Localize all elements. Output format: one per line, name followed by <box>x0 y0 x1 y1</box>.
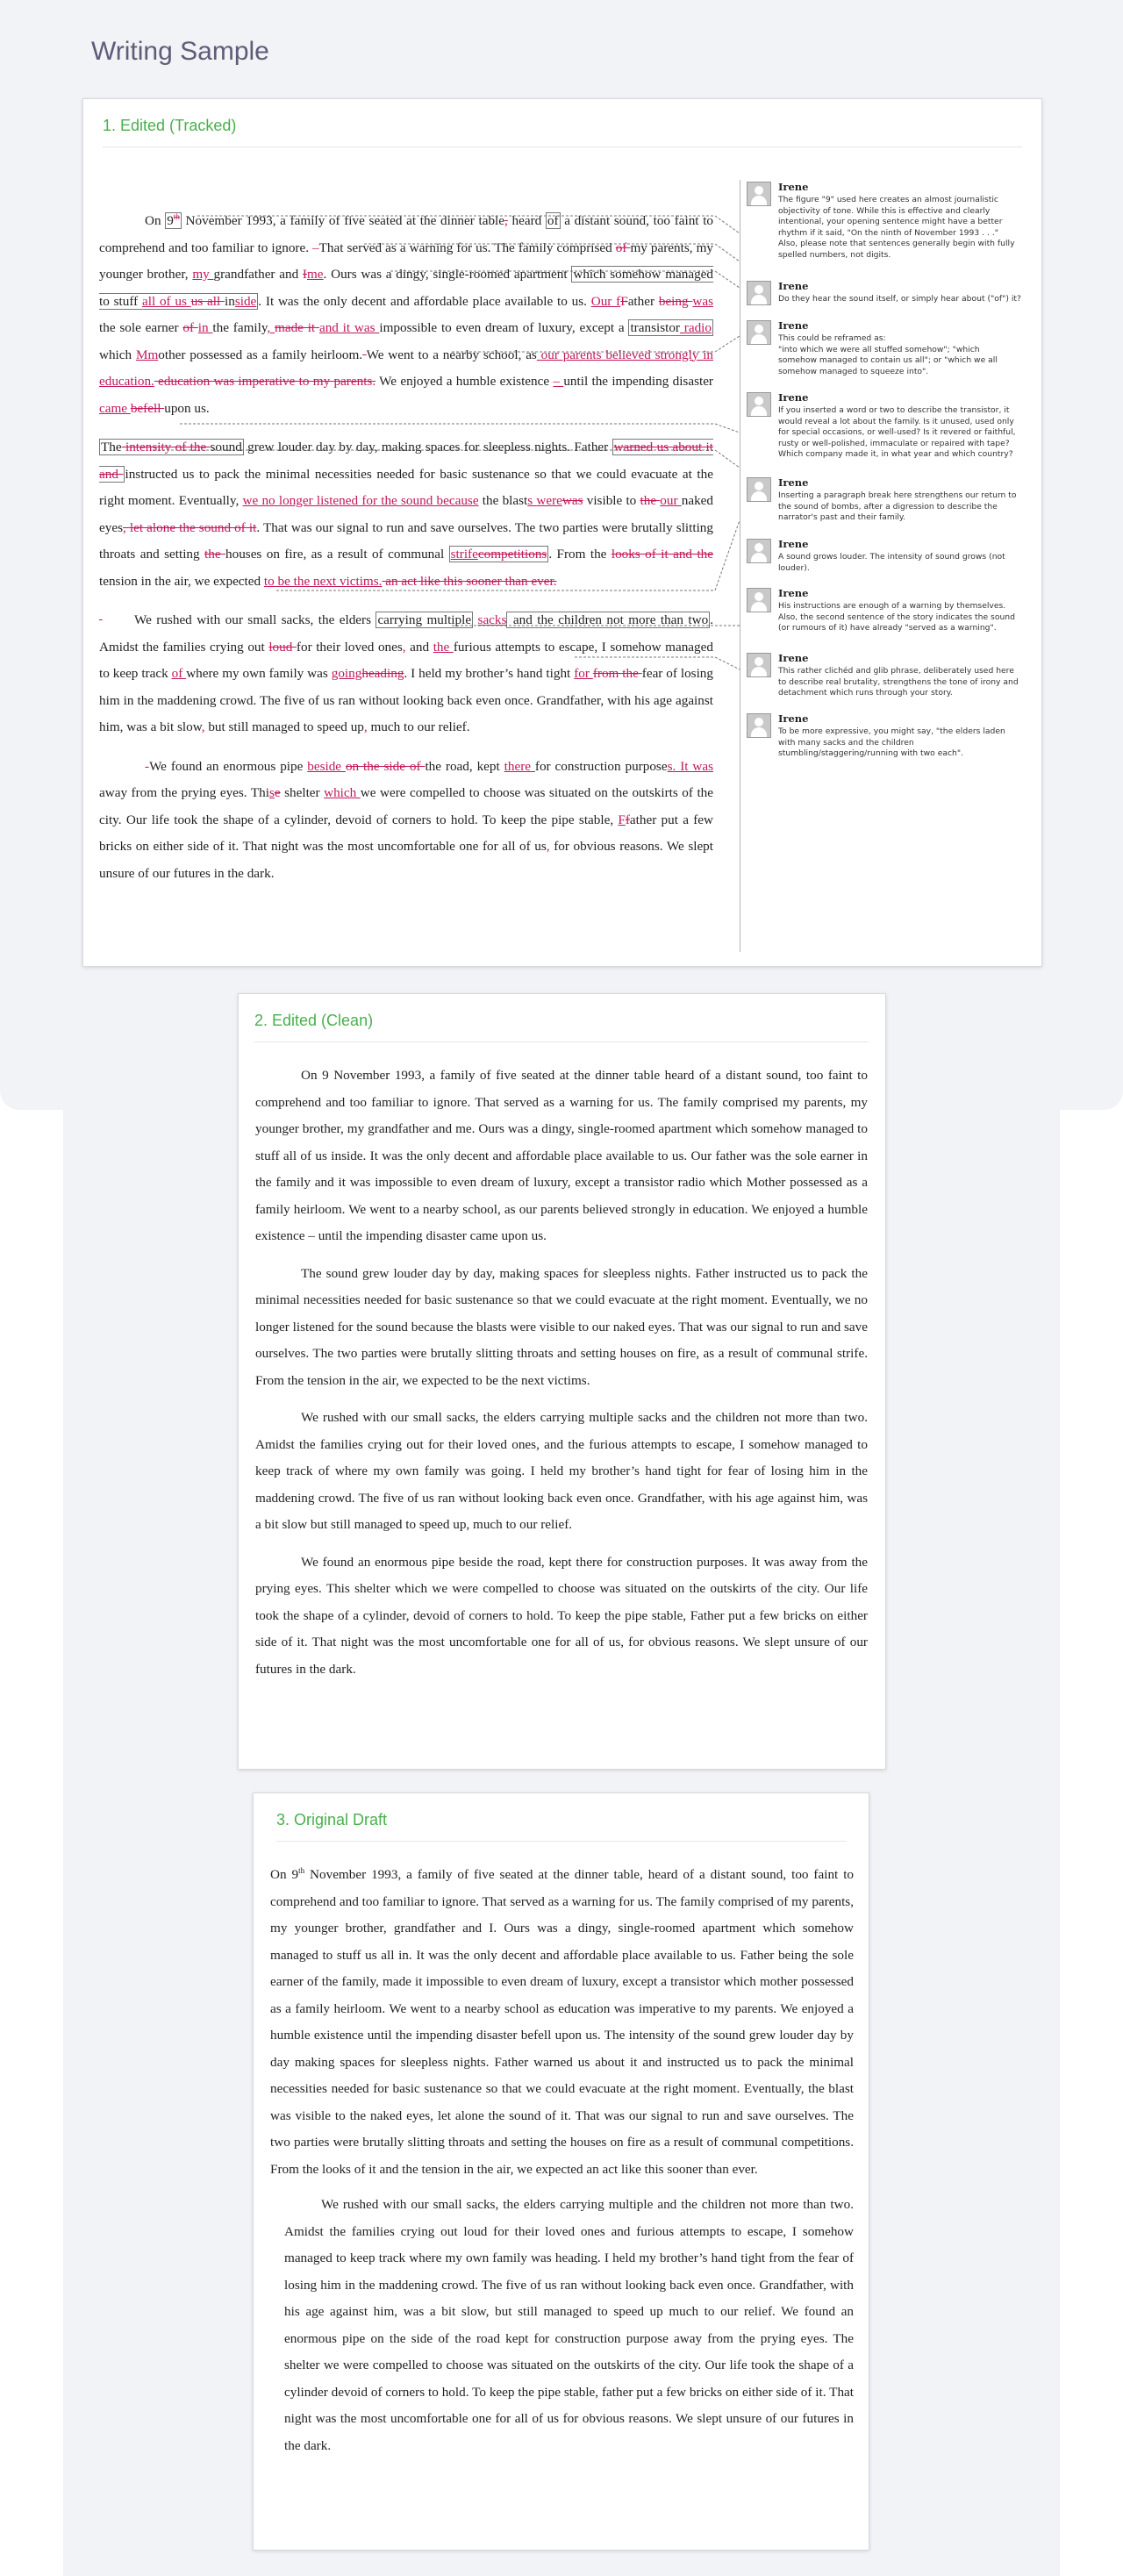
clean-paragraph-4: We found an enormous pipe beside the road, kept there for construction purposes. It was away from the prying eyes. This shelter which we were compelled to choose was situated on the outskirts of the city. Our life took the shape of a cylinder, devoid of corners to hold. To keep the pipe stable, Father put a few bricks on either side of it. That night was the most uncomfortable one for all of us, for obvious reasons. We slept unsure of our futures in the dark. <box>255 1554 868 1677</box>
original-card <box>253 1792 869 2551</box>
avatar <box>747 281 771 305</box>
original-paragraph-1: On 9th November 1993, a family of five seated at the dinner table, heard of a distant sound, too faint to comprehend and too familiar to ignore. That served as a warning for us. The family comprised of my parents, my younger brother, grandfather and I. Ours was a dingy, single-roomed apartment which somehow managed to stuff us all in. It was the only decent and affordable place available to us. Father being the sole earner of the family, made it impossible to even dream of luxury, except a transistor which mother possessed as a family heirloom. We went to a nearby school as education was imperative to my parents. We enjoyed a humble existence until the impending disaster befell upon us. The intensity of the sound grew louder day by day making spaces for sleepless nights. Father warned us about it and instructed us to pack the minimal necessities needed for basic sustenance so that we could evacuate at the right moment. Eventually, the blast was visible to the naked eyes, let alone the sound of it. That was our signal to run and save ourselves. The two parties were brutally slitting throats and setting the houses on fire as a result of communal competitions. From the looks of it and the tension in the air, we expected an act like this sooner than ever. <box>270 1865 855 2177</box>
tracked-card-title: 1. Edited (Tracked) <box>103 117 237 134</box>
avatar <box>747 392 771 417</box>
card-title-divider <box>254 1041 869 1042</box>
tracked-paragraph-3: We rushed with our small sacks, the elders carrying multiple sacks and the children not more than two . Amidst the families crying out loud for their loved ones, and the furious attempts to escape, I somehow managed to keep track of where my own family was goingheading. I held my brother’s hand tight for from the fear of losing him in the maddening crowd. The five of us ran without looking back even once. Grandfather, with his age against him, was a bit slow, but still managed to speed up, much to our relief. <box>99 612 714 734</box>
comment-anchor-7[interactable]: strifecompetitions <box>450 547 547 562</box>
comment-author: Irene <box>778 652 809 664</box>
comment-text: A sound grows louder. The intensity of sound grows (not louder). <box>778 552 1005 573</box>
tracked-paragraph-1: On 9th November 1993, a family of five seated at the dinner table, heard of a distant sound, too faint to comprehend and too familiar to ignore. –That served as a warning for us. The family comprised of my parents, my younger brother, my grandfather and Ime. Ours was a dingy, single-roomed apartment which somehow managed to stuff all of us us all inside . It was the only decent and affordable place available to us. Our fFather being was the sole earner of in the family, made it and it was impossible to even dream of luxury, except a transistor radio which Mmother possessed as a family heirloom. We went to a nearby school, as our parents believed strongly in education. education was imperative to my parents. We enjoyed a humble existence – until the impending disaster came befell upon us. <box>99 211 714 416</box>
page-title: Writing Sample <box>91 37 269 66</box>
clean-card <box>238 993 886 1770</box>
clean-paragraph-3: We rushed with our small sacks, the elders carrying multiple sacks and the children not more than two. Amidst the families crying out for their loved ones, and the furious attempts to escape, I somehow managed to keep track of where my own family was going. I held my brother’s hand tight for fear of losing him in the maddening crowd. The five of us ran without looking back even once. Grandfather, with his age against him, was a bit slow but still managed to speed up, much to our relief. <box>255 1410 868 1532</box>
comment-anchor-1[interactable]: 9th <box>167 211 180 228</box>
avatar <box>747 653 771 677</box>
tracked-paragraph-2: The intensity of the sound grew louder day by day, making spaces for sleepless nights. Father warned us about it and instructed us to pack the minimal necessities needed for basic sustenance so that we could evacuate at the right moment. Eventually, we no longer listened for the sound because the blasts werewas visible to the our naked eyes, let alone the sound of it. That was our signal to run and save ourselves. The two parties were brutally slitting throats and setting the houses on fire, as a result of communal strifecompetitions . From the looks of it and the tension in the air, we expected to be the next victims. an act like this sooner than ever. <box>99 440 714 589</box>
comment-author: Irene <box>778 587 809 599</box>
comment-author: Irene <box>778 319 809 332</box>
comment-anchor-6[interactable]: warned us about it and <box>99 440 713 482</box>
card-title-divider <box>276 1841 847 1842</box>
comment-anchor-9[interactable]: and the children not more than two <box>508 612 709 627</box>
comment-text: This rather clichéd and glib phrase, deliberately used here to describe real brutality, strengthens the tone of irony and detachment which runs through your story. <box>778 666 1019 698</box>
avatar <box>747 477 771 502</box>
comment-text: His instructions are enough of a warning by themselves. Also, the second sentence of the story indicates the sound (or rumours of it) have already "served as a warning". <box>778 601 1015 633</box>
comment-anchor-3[interactable]: which somehow managed to stuff all of us us all inside <box>99 267 714 309</box>
tracked-card <box>82 98 1042 967</box>
original-paragraph-2: We rushed with our small sacks, the elders carrying multiple and the children not more than two. Amidst the families crying out loud for their loved ones and furious attempts to escape, I somehow managed to keep track where my own family was heading. I held my brother’s hand tight from the fear of losing him in the maddening crowd. The five of us ran without looking back even once. Grandfather, with his age against him, was a bit slow, but still managed to speed up much to our relief. We found an enormous pipe on the side of the road kept for construction purpose away from the prying eyes. The shelter we were compelled to choose was situated on the outskirts of the city. Our life took the shape of a cylinder devoid of corners to hold. To keep the pipe stable, father put a few bricks on either side of it. That night was the most uncomfortable one for all of us for obvious reasons. We slept unsure of our futures in the dark. <box>284 2197 854 2453</box>
comment-anchor-4[interactable]: transistor radio <box>630 320 712 335</box>
comment-anchor-2[interactable]: of <box>547 213 559 228</box>
clean-paragraph-2: The sound grew louder day by day, making spaces for sleepless nights. Father instructed us to pack the minimal necessities needed for basic sustenance so that we could evacuate at the right moment. Eventually, we no longer listened for the sound because the blasts were visible to our naked eyes. That was our signal to run and save ourselves. The two parties were brutally slitting throats and setting houses on fire, as a result of communal strife. From the tension in the air, we expected to be the next victims. <box>255 1265 868 1388</box>
comment-anchor-8[interactable]: carrying multiple <box>377 612 472 627</box>
tracked-document <box>99 208 713 887</box>
comment-anchor-5[interactable]: The intensity of the sound <box>101 440 242 454</box>
comment-text: If you inserted a word or two to describe the transistor, it would reveal a lot about the family. Is it unused, used only for special occasions, or well-used? Is it revered or faithful, rusty or well-polished, immaculate or repaired with tape? Which company made it, in what year and which country? <box>778 405 1016 460</box>
avatar <box>747 539 771 563</box>
comment-author: Irene <box>778 280 809 292</box>
comment-author: Irene <box>778 476 809 489</box>
tracked-paragraph-4: -We found an enormous pipe beside on the side of the road, kept there for construction purposes. It was away from the prying eyes. Thise shelter which we were compelled to choose was situated on the outskirts of the city. Our life took the shape of a cylinder, devoid of corners to hold. To keep the pipe stable, Ffather put a few bricks on either side of it. That night was the most uncomfortable one for all of us, for obvious reasons. We slept unsure of our futures in the dark. <box>99 758 714 881</box>
comment-author: Irene <box>778 181 809 193</box>
comment-text: This could be reframed as: "into which we were all stuffed somehow"; "which somehow managed to contain us all"; or "which we all somehow managed to squeeze into". <box>778 333 998 376</box>
comment-text: The figure "9" used here creates an almost journalistic objectivity of tone. While this is effective and clearly intentional, your opening sentence might have a better rhythm if it said, "On the ninth of November 1993 . . ." Also, please note that sentences generally begin with fully spelled numbers, not digits. <box>778 195 1015 260</box>
clean-paragraph-1: On 9 November 1993, a family of five seated at the dinner table heard of a distant sound, too faint to comprehend and too familiar to ignore. That served as a warning for us. The family comprised my parents, my younger brother, my grandfather and me. Ours was a dingy, single-roomed apartment which somehow managed to stuff all of us inside. It was the only decent and affordable place available to us. Our father was the sole earner in the family and it was impossible to even dream of luxury, except a transistor radio which Mother possessed as a family heirloom. We went to a nearby school, as our parents believed strongly in education. We enjoyed a humble existence – until the impending disaster came upon us. <box>255 1068 868 1243</box>
comment-author: Irene <box>778 538 809 550</box>
avatar <box>747 320 771 345</box>
clean-document <box>255 1063 868 1683</box>
clean-card-title: 2. Edited (Clean) <box>254 1012 374 1029</box>
comment-author: Irene <box>778 391 809 404</box>
comment-text: To be more expressive, you might say, "the elders laden with many sacks and the children stumbling/staggering/running with two each". <box>778 726 1005 759</box>
original-document <box>270 1862 854 2459</box>
comment-text: Inserting a paragraph break here strengthens our return to the sound of bombs, after a digression to describe the narrator's past and their family. <box>778 490 1017 523</box>
avatar <box>747 588 771 612</box>
avatar <box>747 713 771 738</box>
comment-text: Do they hear the sound itself, or simply hear about ("of") it? <box>778 294 1021 304</box>
comment-author: Irene <box>778 712 809 725</box>
original-card-title: 3. Original Draft <box>276 1811 388 1828</box>
avatar <box>747 182 771 206</box>
